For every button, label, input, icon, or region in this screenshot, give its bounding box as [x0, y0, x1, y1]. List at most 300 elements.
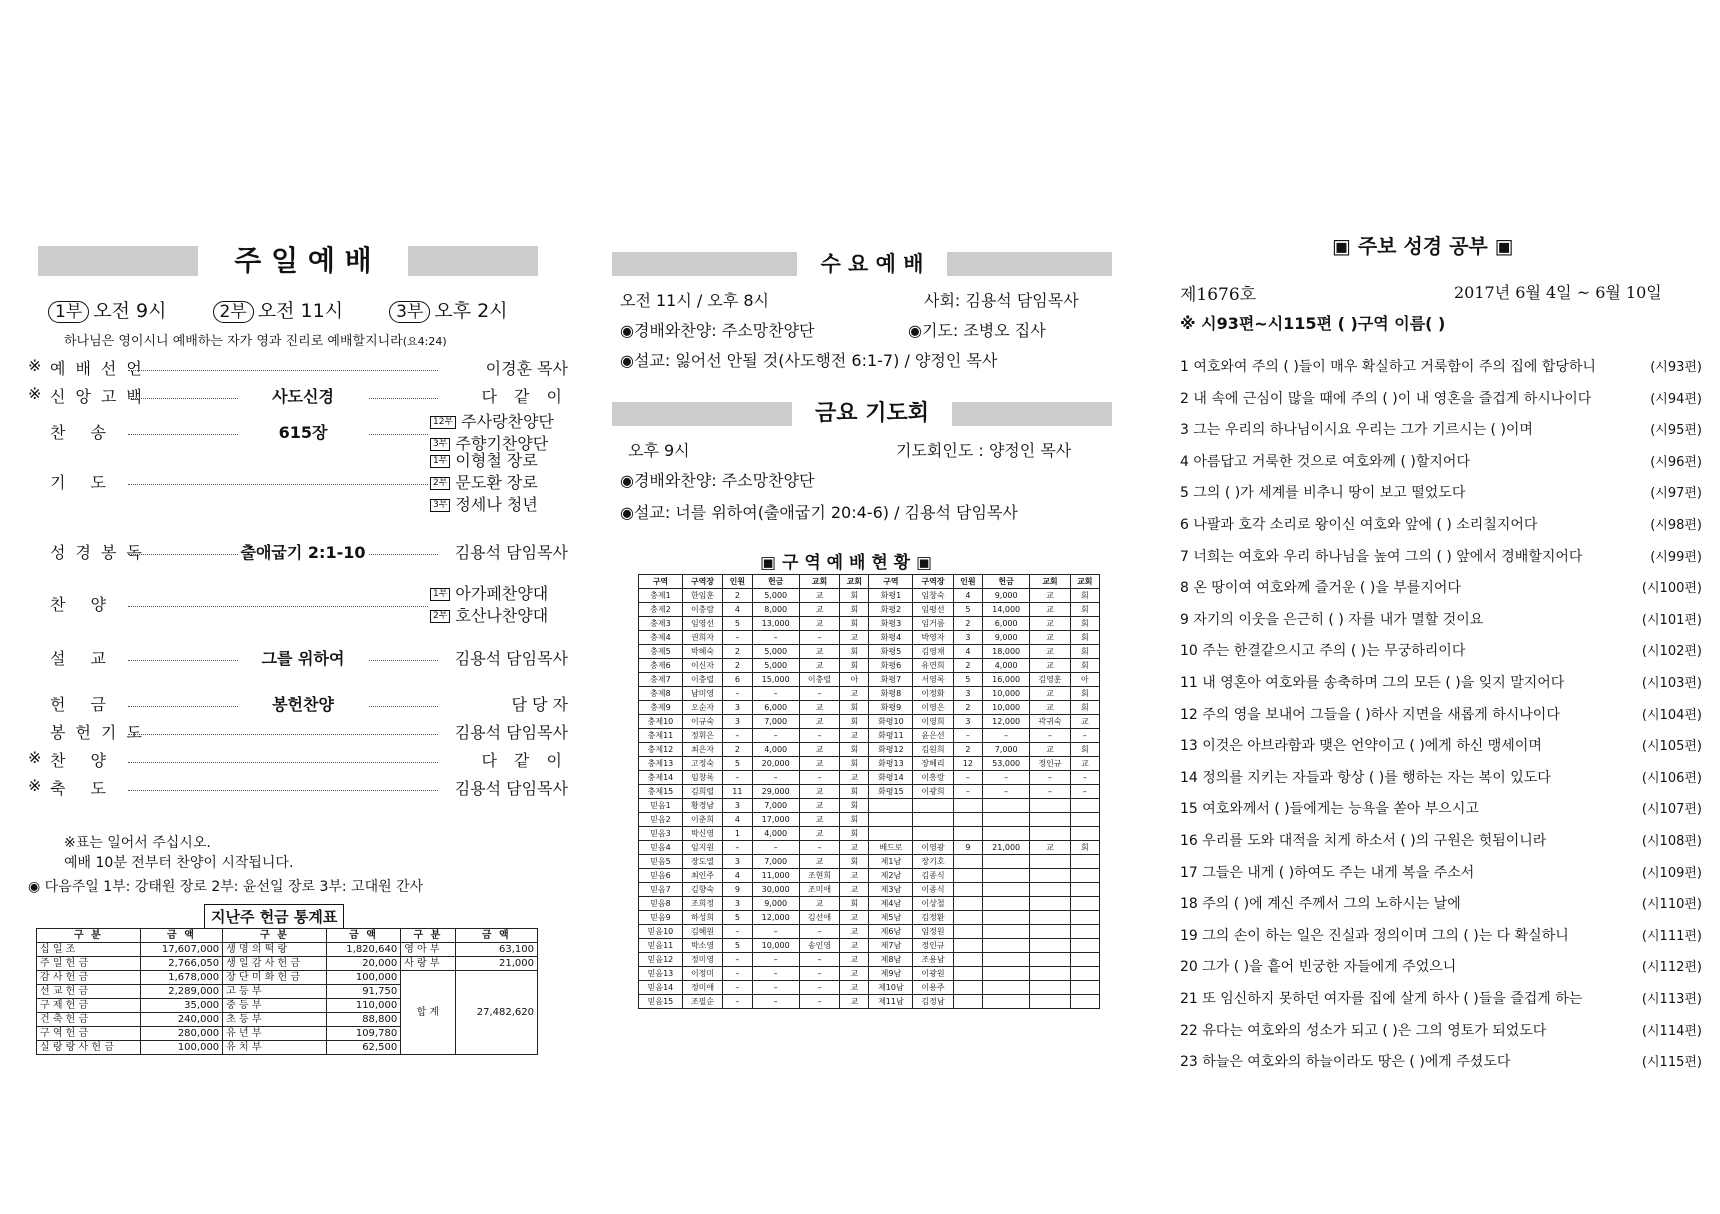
district-cell: 회 — [1070, 687, 1099, 701]
district-cell — [983, 939, 1030, 953]
district-cell: – — [752, 841, 799, 855]
district-cell: 이충렬 — [799, 673, 839, 687]
district-col-head: 교회 — [1030, 575, 1070, 589]
week-date: 2017년 6월 4일 ~ 6월 10일 — [1454, 283, 1662, 302]
district-cell: 5,000 — [752, 589, 799, 603]
district-cell: 11,000 — [752, 869, 799, 883]
next-week: ◉ 다음주일 1부: 강태원 장로 2부: 윤선일 장로 3부: 고대원 간사 — [28, 879, 424, 895]
question-item — [1172, 704, 1702, 724]
order-person: 김용석 담임목사 — [448, 540, 568, 563]
district-cell: 교 — [799, 785, 839, 799]
fri-sermon: ◉설교: 너를 위하여(출애굽기 20:4-6) / 김용석 담임목사 — [620, 503, 1018, 522]
district-cell: 김영채 — [913, 645, 953, 659]
district-cell: 회 — [840, 813, 869, 827]
district-cell: 교 — [799, 855, 839, 869]
district-cell: 교 — [840, 771, 869, 785]
district-cell: 회 — [840, 589, 869, 603]
district-row — [639, 883, 1100, 897]
district-cell: – — [752, 631, 799, 645]
district-cell: 교 — [840, 869, 869, 883]
district-cell: 하성희 — [682, 911, 722, 925]
district-cell: 충제9 — [639, 701, 683, 715]
district-cell — [953, 813, 982, 827]
question-item — [1172, 893, 1702, 913]
district-cell: – — [953, 771, 982, 785]
district-cell: 7,000 — [983, 743, 1030, 757]
district-cell: 최인주 — [682, 869, 722, 883]
district-cell: 화평12 — [869, 743, 913, 757]
district-cell: 제7남 — [869, 939, 913, 953]
district-cell: – — [752, 967, 799, 981]
district-cell — [1030, 981, 1070, 995]
order-person: 김용석 담임목사 — [448, 720, 568, 743]
district-cell: 회 — [1070, 701, 1099, 715]
question-ref: (시98편) — [1650, 518, 1702, 533]
district-cell: 3 — [723, 701, 752, 715]
district-cell — [953, 855, 982, 869]
district-cell: 화평2 — [869, 603, 913, 617]
district-cell: 교 — [799, 589, 839, 603]
standing-mark: ※ — [28, 384, 42, 403]
district-cell: 교 — [1030, 701, 1070, 715]
service-time-2: 오전 11시 — [257, 300, 344, 322]
district-cell: 믿음5 — [639, 855, 683, 869]
district-cell — [1070, 939, 1099, 953]
district-cell — [983, 953, 1030, 967]
district-cell: – — [953, 785, 982, 799]
district-cell: 5 — [723, 757, 752, 771]
district-cell: – — [983, 785, 1030, 799]
district-col-head: 구역장 — [682, 575, 722, 589]
district-cell: 21,000 — [983, 841, 1030, 855]
district-cell — [1070, 995, 1099, 1009]
offering-cat: 영 아 부 — [401, 943, 455, 957]
district-cell: 교 — [1030, 617, 1070, 631]
district-row — [639, 827, 1100, 841]
district-cell: 14,000 — [983, 603, 1030, 617]
district-cell: 4,000 — [983, 659, 1030, 673]
offering-amt: 88,800 — [326, 1013, 400, 1027]
district-cell: 이용주 — [913, 981, 953, 995]
district-cell: 믿음6 — [639, 869, 683, 883]
district-row — [639, 617, 1100, 631]
district-cell — [913, 799, 953, 813]
order-sub — [430, 470, 538, 493]
district-cell: 윤은선 — [913, 729, 953, 743]
district-cell: 2 — [953, 617, 982, 631]
district-cell: 박혜숙 — [682, 645, 722, 659]
district-cell — [1070, 883, 1099, 897]
district-cell: 11 — [723, 785, 752, 799]
district-cell — [1030, 953, 1070, 967]
district-cell — [1030, 939, 1070, 953]
district-cell: 1 — [723, 827, 752, 841]
district-row — [639, 953, 1100, 967]
district-cell: – — [799, 953, 839, 967]
offering-amt: 1,678,000 — [140, 971, 222, 985]
offering-amt: 20,000 — [326, 957, 400, 971]
district-cell: 회 — [1070, 617, 1099, 631]
district-cell: 교 — [840, 995, 869, 1009]
district-cell: 임정원 — [913, 925, 953, 939]
district-cell: 회 — [840, 617, 869, 631]
sub-person: 호산나찬양대 — [455, 606, 549, 625]
district-col-head: 헌금 — [752, 575, 799, 589]
district-cell: – — [723, 729, 752, 743]
question-item — [1172, 388, 1702, 408]
district-cell: 조용남 — [913, 953, 953, 967]
district-row — [639, 813, 1100, 827]
district-cell: 2 — [953, 701, 982, 715]
offering-amt: 100,000 — [326, 971, 400, 985]
district-cell: 이종식 — [913, 883, 953, 897]
district-row — [639, 645, 1100, 659]
question-ref: (시103편) — [1641, 676, 1702, 691]
district-cell: 정미애 — [682, 981, 722, 995]
offering-total-label: 합 계 — [401, 971, 455, 1055]
offering-col-head: 구 분 — [223, 929, 327, 943]
district-cell: 이충렬 — [682, 673, 722, 687]
bible-title: ▣ 주보 성경 공부 ▣ — [1332, 234, 1514, 258]
district-col-head: 구역장 — [913, 575, 953, 589]
district-cell: – — [799, 995, 839, 1009]
district-cell: – — [799, 771, 839, 785]
district-cell: 믿음1 — [639, 799, 683, 813]
district-cell: 곽귀숙 — [1030, 715, 1070, 729]
question-text: 19 그의 손이 하는 일은 진실과 정의이며 그의 ( )는 다 확실하니 — [1180, 927, 1569, 944]
district-row — [639, 799, 1100, 813]
question-text: 2 내 속에 근심이 많을 때에 주의 ( )이 내 영혼을 즐겁게 하시나이다 — [1180, 390, 1592, 407]
district-cell: 회 — [840, 757, 869, 771]
district-cell: 김향숙 — [682, 883, 722, 897]
district-cell: 송인영 — [799, 939, 839, 953]
district-cell: 교 — [840, 883, 869, 897]
district-cell: 3 — [953, 715, 982, 729]
district-cell: 충제6 — [639, 659, 683, 673]
district-cell — [953, 967, 982, 981]
district-cell: – — [723, 967, 752, 981]
district-cell: – — [799, 967, 839, 981]
district-cell: 6 — [723, 673, 752, 687]
offering-amt: 17,607,000 — [140, 943, 222, 957]
district-cell — [869, 827, 913, 841]
offering-row — [37, 971, 538, 985]
district-cell — [953, 925, 982, 939]
district-cell: 이규숙 — [682, 715, 722, 729]
district-cell: 충제11 — [639, 729, 683, 743]
district-cell: 회 — [840, 659, 869, 673]
question-text: 22 유다는 여호와의 성소가 되고 ( )은 그의 영토가 되었도다 — [1180, 1022, 1547, 1039]
order-person: 다 같 이 — [448, 384, 568, 407]
wed-time: 오전 11시 / 오후 8시 — [620, 291, 770, 310]
district-cell: 제4남 — [869, 897, 913, 911]
district-cell: 믿음14 — [639, 981, 683, 995]
district-row — [639, 995, 1100, 1009]
district-cell: 믿음11 — [639, 939, 683, 953]
district-cell: 4,000 — [752, 743, 799, 757]
question-ref: (시109편) — [1641, 865, 1702, 881]
district-row — [639, 659, 1100, 673]
district-cell: 김영훈 — [1030, 673, 1070, 687]
district-cell: 충제1 — [639, 589, 683, 603]
district-cell — [953, 897, 982, 911]
district-cell: 믿음10 — [639, 925, 683, 939]
district-cell: 남미영 — [682, 687, 722, 701]
district-cell: 4 — [723, 813, 752, 827]
district-row — [639, 855, 1100, 869]
district-col-head: 교회 — [1070, 575, 1099, 589]
district-cell: – — [1070, 729, 1099, 743]
question-item — [1172, 356, 1702, 376]
district-cell — [1030, 967, 1070, 981]
offering-col-head: 구 분 — [401, 929, 455, 943]
district-cell: 박신영 — [682, 827, 722, 841]
district-cell: – — [752, 687, 799, 701]
district-cell: – — [1030, 771, 1070, 785]
offering-cat: 십 일 조 — [37, 943, 141, 957]
district-cell: 이정화 — [913, 687, 953, 701]
order-label: 찬 양 — [50, 751, 116, 770]
district-cell: – — [752, 771, 799, 785]
district-cell: 3 — [953, 687, 982, 701]
district-cell: – — [752, 953, 799, 967]
district-cell: – — [983, 771, 1030, 785]
district-cell: – — [799, 631, 839, 645]
district-cell: 회 — [840, 827, 869, 841]
sub-person: 주향기찬양단 — [455, 434, 549, 453]
district-cell: 충제4 — [639, 631, 683, 645]
sub-person: 정세나 청년 — [455, 495, 538, 514]
district-cell: 믿음3 — [639, 827, 683, 841]
offering-col-head: 금 액 — [455, 929, 538, 943]
district-col-head: 구역 — [869, 575, 913, 589]
order-center: 615장 — [238, 420, 368, 443]
district-header — [639, 575, 1100, 589]
question-text: 1 여호와여 주의 ( )들이 매우 확실하고 거룩함이 주의 집에 합당하니 — [1180, 359, 1596, 375]
district-cell: 화평1 — [869, 589, 913, 603]
question-text: 20 그가 ( )을 흩어 빈궁한 자들에게 주었으니 — [1180, 959, 1457, 976]
district-cell: 8,000 — [752, 603, 799, 617]
district-cell: 5 — [723, 617, 752, 631]
question-item — [1172, 798, 1702, 818]
offering-cat: 구 제 헌 금 — [37, 999, 141, 1013]
district-cell: 교 — [840, 939, 869, 953]
question-text: 17 그들은 내게 ( )하여도 주는 내게 복을 주소서 — [1180, 864, 1475, 881]
district-cell: – — [723, 841, 752, 855]
district-cell: 이신자 — [682, 659, 722, 673]
question-ref: (시110편) — [1641, 897, 1702, 913]
sub-person: 주사랑찬양단 — [461, 412, 554, 431]
district-cell — [1030, 869, 1070, 883]
order-person: 다 같 이 — [448, 748, 568, 771]
district-cell: 최은자 — [682, 743, 722, 757]
district-cell: 3 — [723, 855, 752, 869]
district-cell: 5,000 — [752, 645, 799, 659]
offering-cat: 선 교 헌 금 — [37, 985, 141, 999]
sub-person: 아가페찬양대 — [455, 584, 549, 603]
district-cell: 임창숙 — [913, 589, 953, 603]
district-cell: 9,000 — [752, 897, 799, 911]
service-time-1: 오전 9시 — [93, 300, 167, 322]
question-text: 12 주의 영을 보내어 그들을 ( )하사 지면을 새롭게 하시나이다 — [1180, 706, 1560, 723]
district-cell: – — [723, 995, 752, 1009]
district-cell: 이정미 — [682, 967, 722, 981]
district-cell: 교 — [1070, 757, 1099, 771]
district-row — [639, 925, 1100, 939]
sunday-verse — [64, 330, 447, 349]
district-cell — [1070, 981, 1099, 995]
leader-dots — [128, 790, 438, 791]
district-row — [639, 743, 1100, 757]
question-item — [1172, 514, 1702, 534]
leader-dots — [128, 484, 428, 485]
district-cell: 회 — [840, 855, 869, 869]
district-row — [639, 603, 1100, 617]
offering-cat: 생 일 감 사 헌 금 — [223, 957, 327, 971]
district-cell: 믿음9 — [639, 911, 683, 925]
district-cell: – — [723, 687, 752, 701]
district-cell: – — [799, 841, 839, 855]
service-badge-3: 3부 — [389, 301, 430, 323]
district-cell: 믿음7 — [639, 883, 683, 897]
offering-col-head: 금 액 — [140, 929, 222, 943]
district-cell: 교 — [1030, 659, 1070, 673]
district-cell: 교 — [840, 981, 869, 995]
praise-note: 예배 10분 전부터 찬양이 시작됩니다. — [64, 855, 294, 871]
district-cell — [983, 925, 1030, 939]
district-cell: 제10남 — [869, 981, 913, 995]
district-cell: 임평선 — [913, 603, 953, 617]
district-cell: – — [799, 925, 839, 939]
district-cell: 제5남 — [869, 911, 913, 925]
district-cell — [953, 911, 982, 925]
district-cell: 교 — [1030, 841, 1070, 855]
district-row — [639, 939, 1100, 953]
question-ref: (시104편) — [1641, 707, 1702, 723]
district-row — [639, 729, 1100, 743]
district-cell — [983, 967, 1030, 981]
district-cell — [1070, 953, 1099, 967]
district-cell — [983, 981, 1030, 995]
offering-cat: 실 랑 랑 사 헌 금 — [37, 1041, 141, 1055]
district-cell: 장도열 — [682, 855, 722, 869]
district-cell: 18,000 — [983, 645, 1030, 659]
district-cell: 임지원 — [682, 841, 722, 855]
question-text: 23 하늘은 여호와의 하늘이라도 땅은 ( )에게 주셨도다 — [1180, 1054, 1511, 1071]
district-cell: 이춘희 — [682, 813, 722, 827]
district-cell: 2 — [723, 645, 752, 659]
district-cell: 조희정 — [682, 897, 722, 911]
district-row — [639, 841, 1100, 855]
district-cell — [1070, 869, 1099, 883]
question-item — [1172, 451, 1702, 471]
district-title: ▣ 구 역 예 배 현 황 ▣ — [760, 553, 933, 573]
district-cell: 한임훈 — [682, 589, 722, 603]
district-cell — [953, 995, 982, 1009]
district-row — [639, 869, 1100, 883]
order-label: 기 도 — [50, 473, 116, 492]
district-cell — [1030, 897, 1070, 911]
order-person: 담 당 자 — [448, 692, 568, 715]
offering-amt: 2,289,000 — [140, 985, 222, 999]
standing-mark: ※ — [28, 748, 42, 767]
district-cell: 김선애 — [799, 911, 839, 925]
district-cell: 3 — [723, 897, 752, 911]
district-table — [638, 574, 1100, 1009]
district-cell: 이상철 — [913, 897, 953, 911]
district-cell: 5 — [953, 603, 982, 617]
district-cell: 교 — [1030, 645, 1070, 659]
service-box: 1부 — [430, 588, 450, 601]
district-cell: 조미애 — [799, 883, 839, 897]
district-cell: 교 — [799, 659, 839, 673]
question-text: 6 나팔과 호각 소리로 왕이신 여호와 앞에 ( ) 소리칠지어다 — [1180, 517, 1538, 533]
question-ref: (시100편) — [1641, 581, 1702, 597]
district-row — [639, 897, 1100, 911]
district-cell: 오순자 — [682, 701, 722, 715]
district-cell: 임거름 — [913, 617, 953, 631]
district-cell: 서영록 — [913, 673, 953, 687]
offering-col-head: 금 액 — [326, 929, 400, 943]
district-cell: – — [1070, 785, 1099, 799]
district-cell: 교 — [840, 967, 869, 981]
district-row — [639, 911, 1100, 925]
district-cell: 9,000 — [983, 589, 1030, 603]
order-center: 그를 위하여 — [238, 646, 368, 669]
service-box: 2부 — [430, 610, 450, 623]
district-cell: 10,000 — [983, 687, 1030, 701]
question-item — [1172, 830, 1702, 850]
question-ref: (시101편) — [1641, 612, 1702, 628]
district-cell — [983, 995, 1030, 1009]
question-ref: (시106편) — [1641, 770, 1702, 786]
order-sub — [430, 409, 554, 432]
district-cell: 교 — [799, 743, 839, 757]
district-cell: 아 — [1070, 673, 1099, 687]
district-cell: 회 — [840, 799, 869, 813]
district-cell: 김정남 — [913, 995, 953, 1009]
order-center: 출애굽기 2:1-10 — [238, 540, 368, 563]
district-cell: 이광원 — [913, 967, 953, 981]
order-label: 찬 송 — [50, 423, 116, 442]
district-cell: 이광희 — [913, 785, 953, 799]
district-cell: 교 — [799, 617, 839, 631]
order-label: 축 도 — [50, 779, 116, 798]
district-cell: 2 — [953, 743, 982, 757]
leader-dots — [128, 762, 438, 763]
order-person: 김용석 담임목사 — [448, 646, 568, 669]
service-box: 1부 — [430, 455, 450, 468]
question-text: 18 주의 ( )에 계신 주께서 그의 노하시는 날에 — [1180, 896, 1461, 913]
wed-host: 사회: 김용석 담임목사 — [924, 291, 1079, 310]
district-cell: 충제3 — [639, 617, 683, 631]
district-col-head: 구역 — [639, 575, 683, 589]
question-item — [1172, 988, 1702, 1008]
district-cell: 조필순 — [682, 995, 722, 1009]
district-row — [639, 715, 1100, 729]
district-cell: 화평11 — [869, 729, 913, 743]
question-text: 15 여호와께서 ( )들에게는 능욕을 쏟아 부으시고 — [1180, 801, 1479, 818]
question-ref: (시93편) — [1650, 360, 1702, 375]
district-cell: 제9남 — [869, 967, 913, 981]
district-cell: 53,000 — [983, 757, 1030, 771]
district-cell — [983, 883, 1030, 897]
district-cell: 29,000 — [752, 785, 799, 799]
district-cell — [953, 981, 982, 995]
district-cell: 베드로 — [869, 841, 913, 855]
district-cell: – — [799, 981, 839, 995]
district-cell: – — [723, 953, 752, 967]
